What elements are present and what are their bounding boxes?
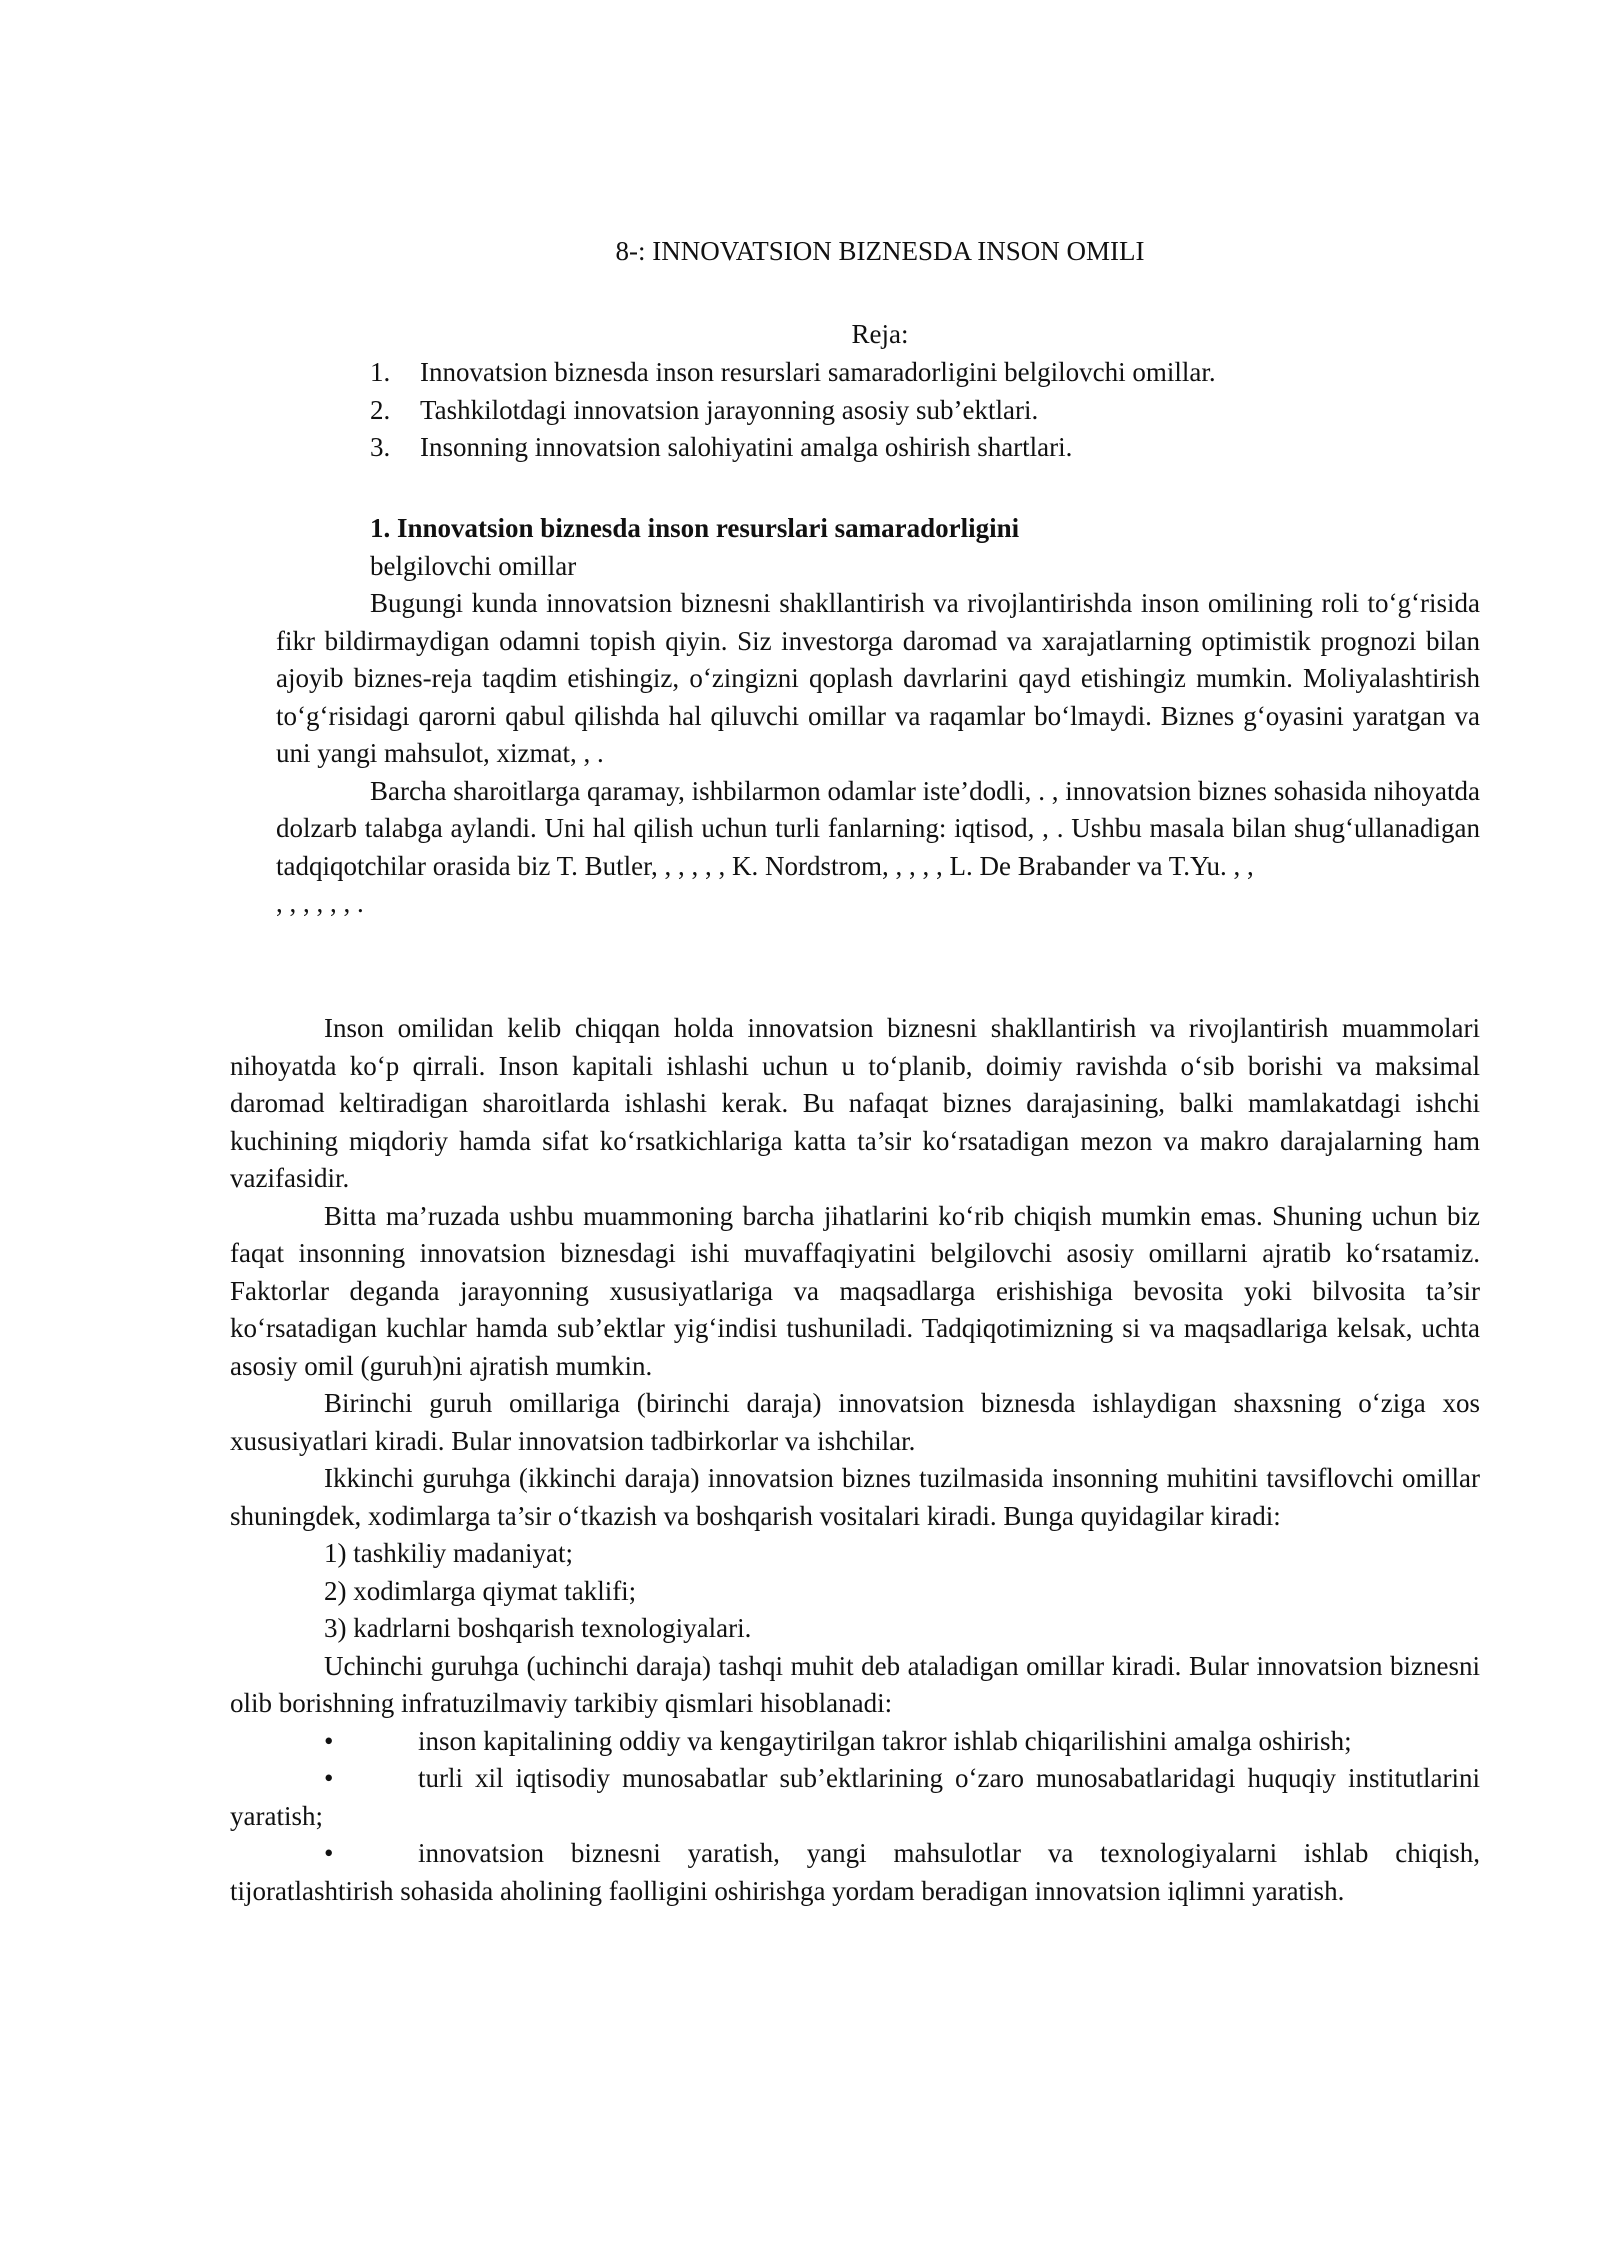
plan-item-text: Tashkilotdagi innovatsion jarayonning asosiy sub’ektlari.: [420, 394, 1039, 425]
section-heading-bold: 1. Innovatsion biznesda inson resurslari samaradorligini: [370, 513, 1020, 543]
section-heading-subtitle: belgilovchi omillar: [370, 550, 577, 581]
paragraph: Bitta ma’ruzada ushbu muammoning barcha jihatlarini ko‘rib chiqish mumkin emas. Shuning uchun biz faqat insonning innovatsion biznesdagi ishi muvaffaqiyatini belgilovchi asosiy omillarni ajratib ko‘rsatamiz. Faktorlar deganda jarayonning xususiyatlariga va maqsadlarga erishishiga bevosita yoki bilvosita ta’sir ko‘rsatadigan kuchlar hamda sub’ektlar yig‘indisi tushuniladi. Tadqiqotimizning si va maqsadlariga kelsak, uchta asosiy omil (guruh)ni ajratish mumkin.: [230, 1200, 1480, 1381]
bullet-item: [230, 1723, 1480, 1761]
numbered-list-item: 2) xodimlarga qiymat taklifi;: [324, 1575, 637, 1606]
bullet-item-text: inson kapitalining oddiy va kengaytirilgan takror ishlab chiqarilishini amalga oshirish;: [418, 1725, 1352, 1756]
main-block: [230, 1010, 1480, 1910]
plan-heading: Reja:: [851, 319, 909, 349]
section-heading: [370, 510, 1480, 585]
bullet-item: [230, 1835, 1480, 1910]
bullet-icon: •: [324, 1838, 334, 1868]
plan-item-text: Insonning innovatsion salohiyatini amalga oshirish shartlari.: [420, 432, 1073, 462]
bullet-item: [230, 1760, 1480, 1835]
plan-item: [370, 392, 1480, 430]
bullet-icon: •: [324, 1725, 334, 1756]
stray-punctuation-line: , , , , , , .: [276, 888, 364, 918]
plan-item: [370, 354, 1480, 392]
paragraph: Ikkinchi guruhga (ikkinchi daraja) innovatsion biznes tuzilmasida insonning muhitini tavsiflovchi omillar shuningdek, xodimlarga ta’sir o‘tkazish va boshqarish vositalari kiradi. Bunga quyidagilar kiradi:: [230, 1463, 1480, 1531]
plan-item-number: 2.: [370, 394, 391, 425]
plan-item-number: 1.: [370, 357, 391, 387]
intro-block: [276, 585, 1480, 923]
bullet-item-text: turli xil iqtisodiy munosabatlar sub’ektlarining o‘zaro munosabatlaridagi huquqiy institutlarini yaratish;: [230, 1763, 1480, 1831]
paragraph: Barcha sharoitlarga qaramay, ishbilarmon odamlar iste’dodli, . , innovatsion biznes sohasida nihoyatda dolzarb talabga aylandi. Uni hal qilish uchun turli fanlarning: iqtisod, , . Ushbu masala bilan shug‘ullanadigan tadqiqotchilar orasida biz T. Butler, , , , , , K. Nordstrom, , , , , L. De Brabander va T.Yu. , ,: [276, 775, 1480, 881]
paragraph: Birinchi guruh omillariga (birinchi daraja) innovatsion biznesda ishlaydigan shaxsning o‘ziga xos xususiyatlari kiradi. Bular innovatsion tadbirkorlar va ishchilar.: [230, 1388, 1480, 1456]
paragraph: Inson omilidan kelib chiqqan holda innovatsion biznesni shakllantirish va rivojlantirish muammolari nihoyatda ko‘p qirrali. Inson kapitali ishlashi uchun u to‘planib, doimiy ravishda o‘sib borishi va maksimal daromad keltiradigan sharoitlarda ishlashi kerak. Bu nafaqat biznes darajasining, balki mamlakatdagi ishchi kuchining miqdoriy hamda sifat ko‘rsatkichlariga katta ta’sir ko‘rsatadigan mezon va makro darajalarning ham vazifasidir.: [230, 1013, 1480, 1193]
plan-item-text: Innovatsion biznesda inson resurslari samaradorligini belgilovchi omillar.: [420, 357, 1216, 387]
paragraph: Uchinchi guruhga (uchinchi daraja) tashqi muhit deb ataladigan omillar kiradi. Bular innovatsion biznesni olib borishning infratuzilmaviy tarkibiy qismlari hisoblanadi:: [230, 1650, 1480, 1718]
numbered-list-item: 1) tashkiliy madaniyat;: [324, 1538, 573, 1568]
plan-item: [370, 429, 1480, 467]
plan-item-number: 3.: [370, 432, 391, 462]
bullet-item-text: innovatsion biznesni yaratish, yangi mahsulotlar va texnologiyalarni ishlab chiqish, tijoratlashtirish sohasida aholining faolligini oshirishga yordam beradigan innovatsion iqlimni yaratish.: [230, 1838, 1480, 1906]
bullet-icon: •: [324, 1763, 334, 1793]
numbered-list-item: 3) kadrlarni boshqarish texnologiyalari.: [324, 1613, 752, 1643]
plan-list: [370, 354, 1480, 467]
page-title: 8-: INNOVATSION BIZNESDA INSON OMILI: [615, 236, 1145, 266]
paragraph: Bugungi kunda innovatsion biznesni shakllantirish va rivojlantirishda inson omilining roli to‘g‘risida fikr bildirmaydigan odamni topish qiyin. Siz investorga daromad va xarajatlarning optimistik prognozi bilan ajoyib biznes-reja taqdim etishingiz, o‘zingizni qoplash davrlarini qayd etishingiz mumkin. Moliyalashtirish to‘g‘risidagi qarorni qabul qilishda hal qiluvchi omillar va raqamlar bo‘lmaydi. Biznes g‘oyasini yaratgan va uni yangi mahsulot, xizmat, , .: [276, 588, 1480, 768]
